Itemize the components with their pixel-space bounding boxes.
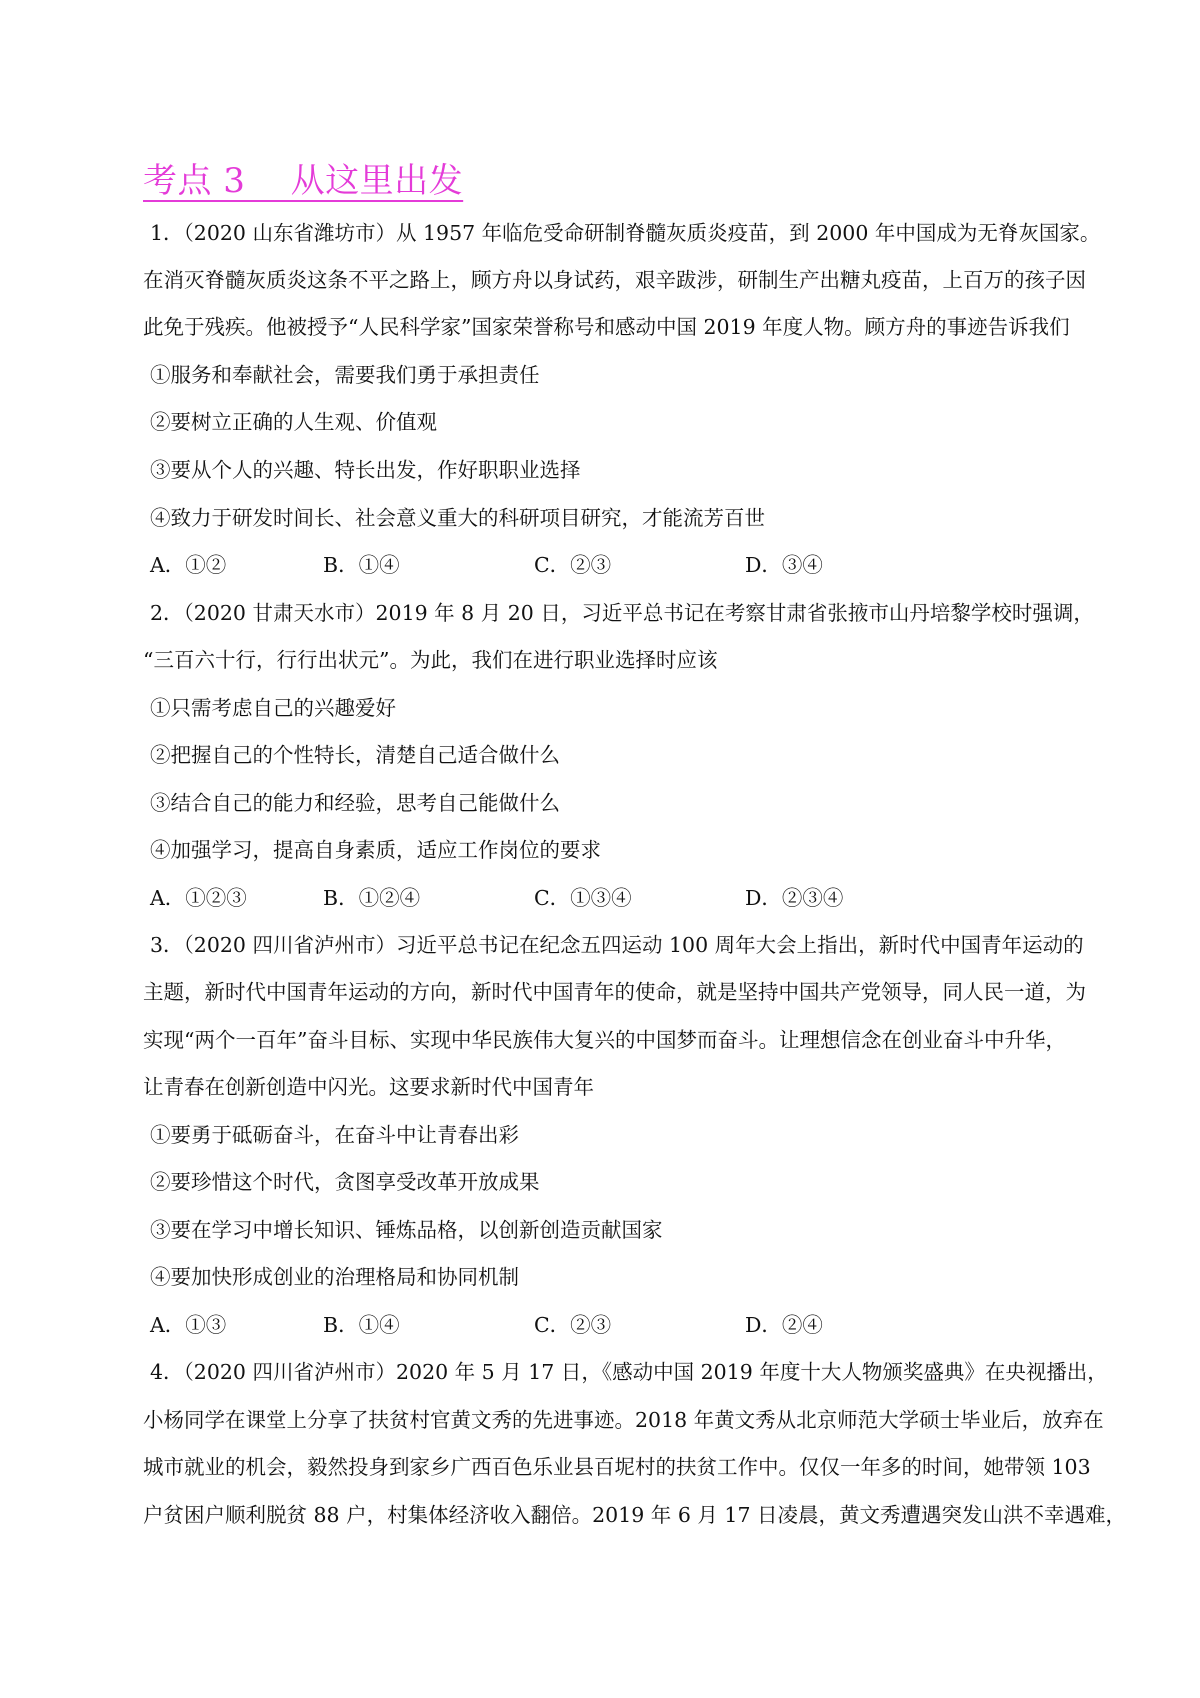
q1-stem-line-2: 在消灭脊髓灰质炎这条不平之路上，顾方舟以身试药，艰辛跋涉，研制生产出糖丸疫苗，上百万的孩子因 (143, 268, 1086, 292)
q3-option-d: D．②④ (745, 1313, 823, 1337)
q1-option-b: B．①④ (323, 553, 400, 577)
q3-item-4: ④要加快形成创业的治理格局和协同机制 (150, 1265, 519, 1289)
q4-stem-line-4: 户贫困户顺利脱贫 88 户，村集体经济收入翻倍。2019 年 6 月 17 日凌晨，黄文秀遭遇突发山洪不幸遇难， (143, 1503, 1126, 1527)
q1-option-c: C．②③ (534, 553, 612, 577)
q3-option-b: B．①④ (323, 1313, 400, 1337)
q2-item-3: ③结合自己的能力和经验，思考自己能做什么 (150, 791, 560, 815)
q3-stem-line-2: 主题，新时代中国青年运动的方向，新时代中国青年的使命，就是坚持中国共产党领导，同人民一道，为 (143, 980, 1086, 1004)
q3-stem-line-3: 实现“两个一百年”奋斗目标、实现中华民族伟大复兴的中国梦而奋斗。让理想信念在创业奋斗中升华， (143, 1028, 1066, 1052)
q3-item-3: ③要在学习中增长知识、锤炼品格，以创新创造贡献国家 (150, 1218, 663, 1242)
q2-stem-line-1: 2．（2020 甘肃天水市）2019 年 8 月 20 日，习近平总书记在考察甘肃省张掖市山丹培黎学校时强调， (150, 601, 1094, 625)
q2-item-2: ②把握自己的个性特长，清楚自己适合做什么 (150, 743, 560, 767)
q1-item-4: ④致力于研发时间长、社会意义重大的科研项目研究，才能流芳百世 (150, 506, 765, 530)
q1-item-3: ③要从个人的兴趣、特长出发，作好职职业选择 (150, 458, 581, 482)
q2-option-c: C．①③④ (534, 886, 632, 910)
q3-stem-line-1: 3．（2020 四川省泸州市）习近平总书记在纪念五四运动 100 周年大会上指出，新时代中国青年运动的 (150, 933, 1084, 957)
q2-option-a: A．①②③ (150, 886, 247, 910)
q3-stem-line-4: 让青春在创新创造中闪光。这要求新时代中国青年 (143, 1075, 594, 1099)
q1-item-2: ②要树立正确的人生观、价值观 (150, 410, 437, 434)
q2-option-d: D．②③④ (745, 886, 844, 910)
q1-stem-line-1: 1．（2020 山东省潍坊市）从 1957 年临危受命研制脊髓灰质炎疫苗，到 2000 年中国成为无脊灰国家。 (150, 221, 1101, 245)
q3-option-a: A．①③ (150, 1313, 227, 1337)
q1-stem-line-3: 此免于残疾。他被授予“人民科学家”国家荣誉称号和感动中国 2019 年度人物。顾方舟的事迹告诉我们 (143, 315, 1070, 339)
q1-option-a: A．①② (150, 553, 227, 577)
q3-option-c: C．②③ (534, 1313, 612, 1337)
q2-item-1: ①只需考虑自己的兴趣爱好 (150, 696, 396, 720)
q2-item-4: ④加强学习，提高自身素质，适应工作岗位的要求 (150, 838, 601, 862)
q1-item-1: ①服务和奉献社会，需要我们勇于承担责任 (150, 363, 540, 387)
section-title: 考点 3 从这里出发 (143, 161, 464, 201)
q4-stem-line-3: 城市就业的机会，毅然投身到家乡广西百色乐业县百坭村的扶贫工作中。仅仅一年多的时间，她带领 103 (143, 1455, 1091, 1479)
q1-option-d: D．③④ (745, 553, 823, 577)
q4-stem-line-2: 小杨同学在课堂上分享了扶贫村官黄文秀的先进事迹。2018 年黄文秀从北京师范大学硕士毕业后，放弃在 (143, 1408, 1104, 1432)
q2-option-b: B．①②④ (323, 886, 421, 910)
q3-item-1: ①要勇于砥砺奋斗，在奋斗中让青春出彩 (150, 1123, 519, 1147)
q4-stem-line-1: 4．（2020 四川省泸州市）2020 年 5 月 17 日，《感动中国 2019 年度十大人物颁奖盛典》在央视播出， (150, 1360, 1108, 1384)
q2-stem-line-2: “三百六十行，行行出状元”。为此，我们在进行职业选择时应该 (143, 648, 718, 672)
q3-item-2: ②要珍惜这个时代，贪图享受改革开放成果 (150, 1170, 540, 1194)
